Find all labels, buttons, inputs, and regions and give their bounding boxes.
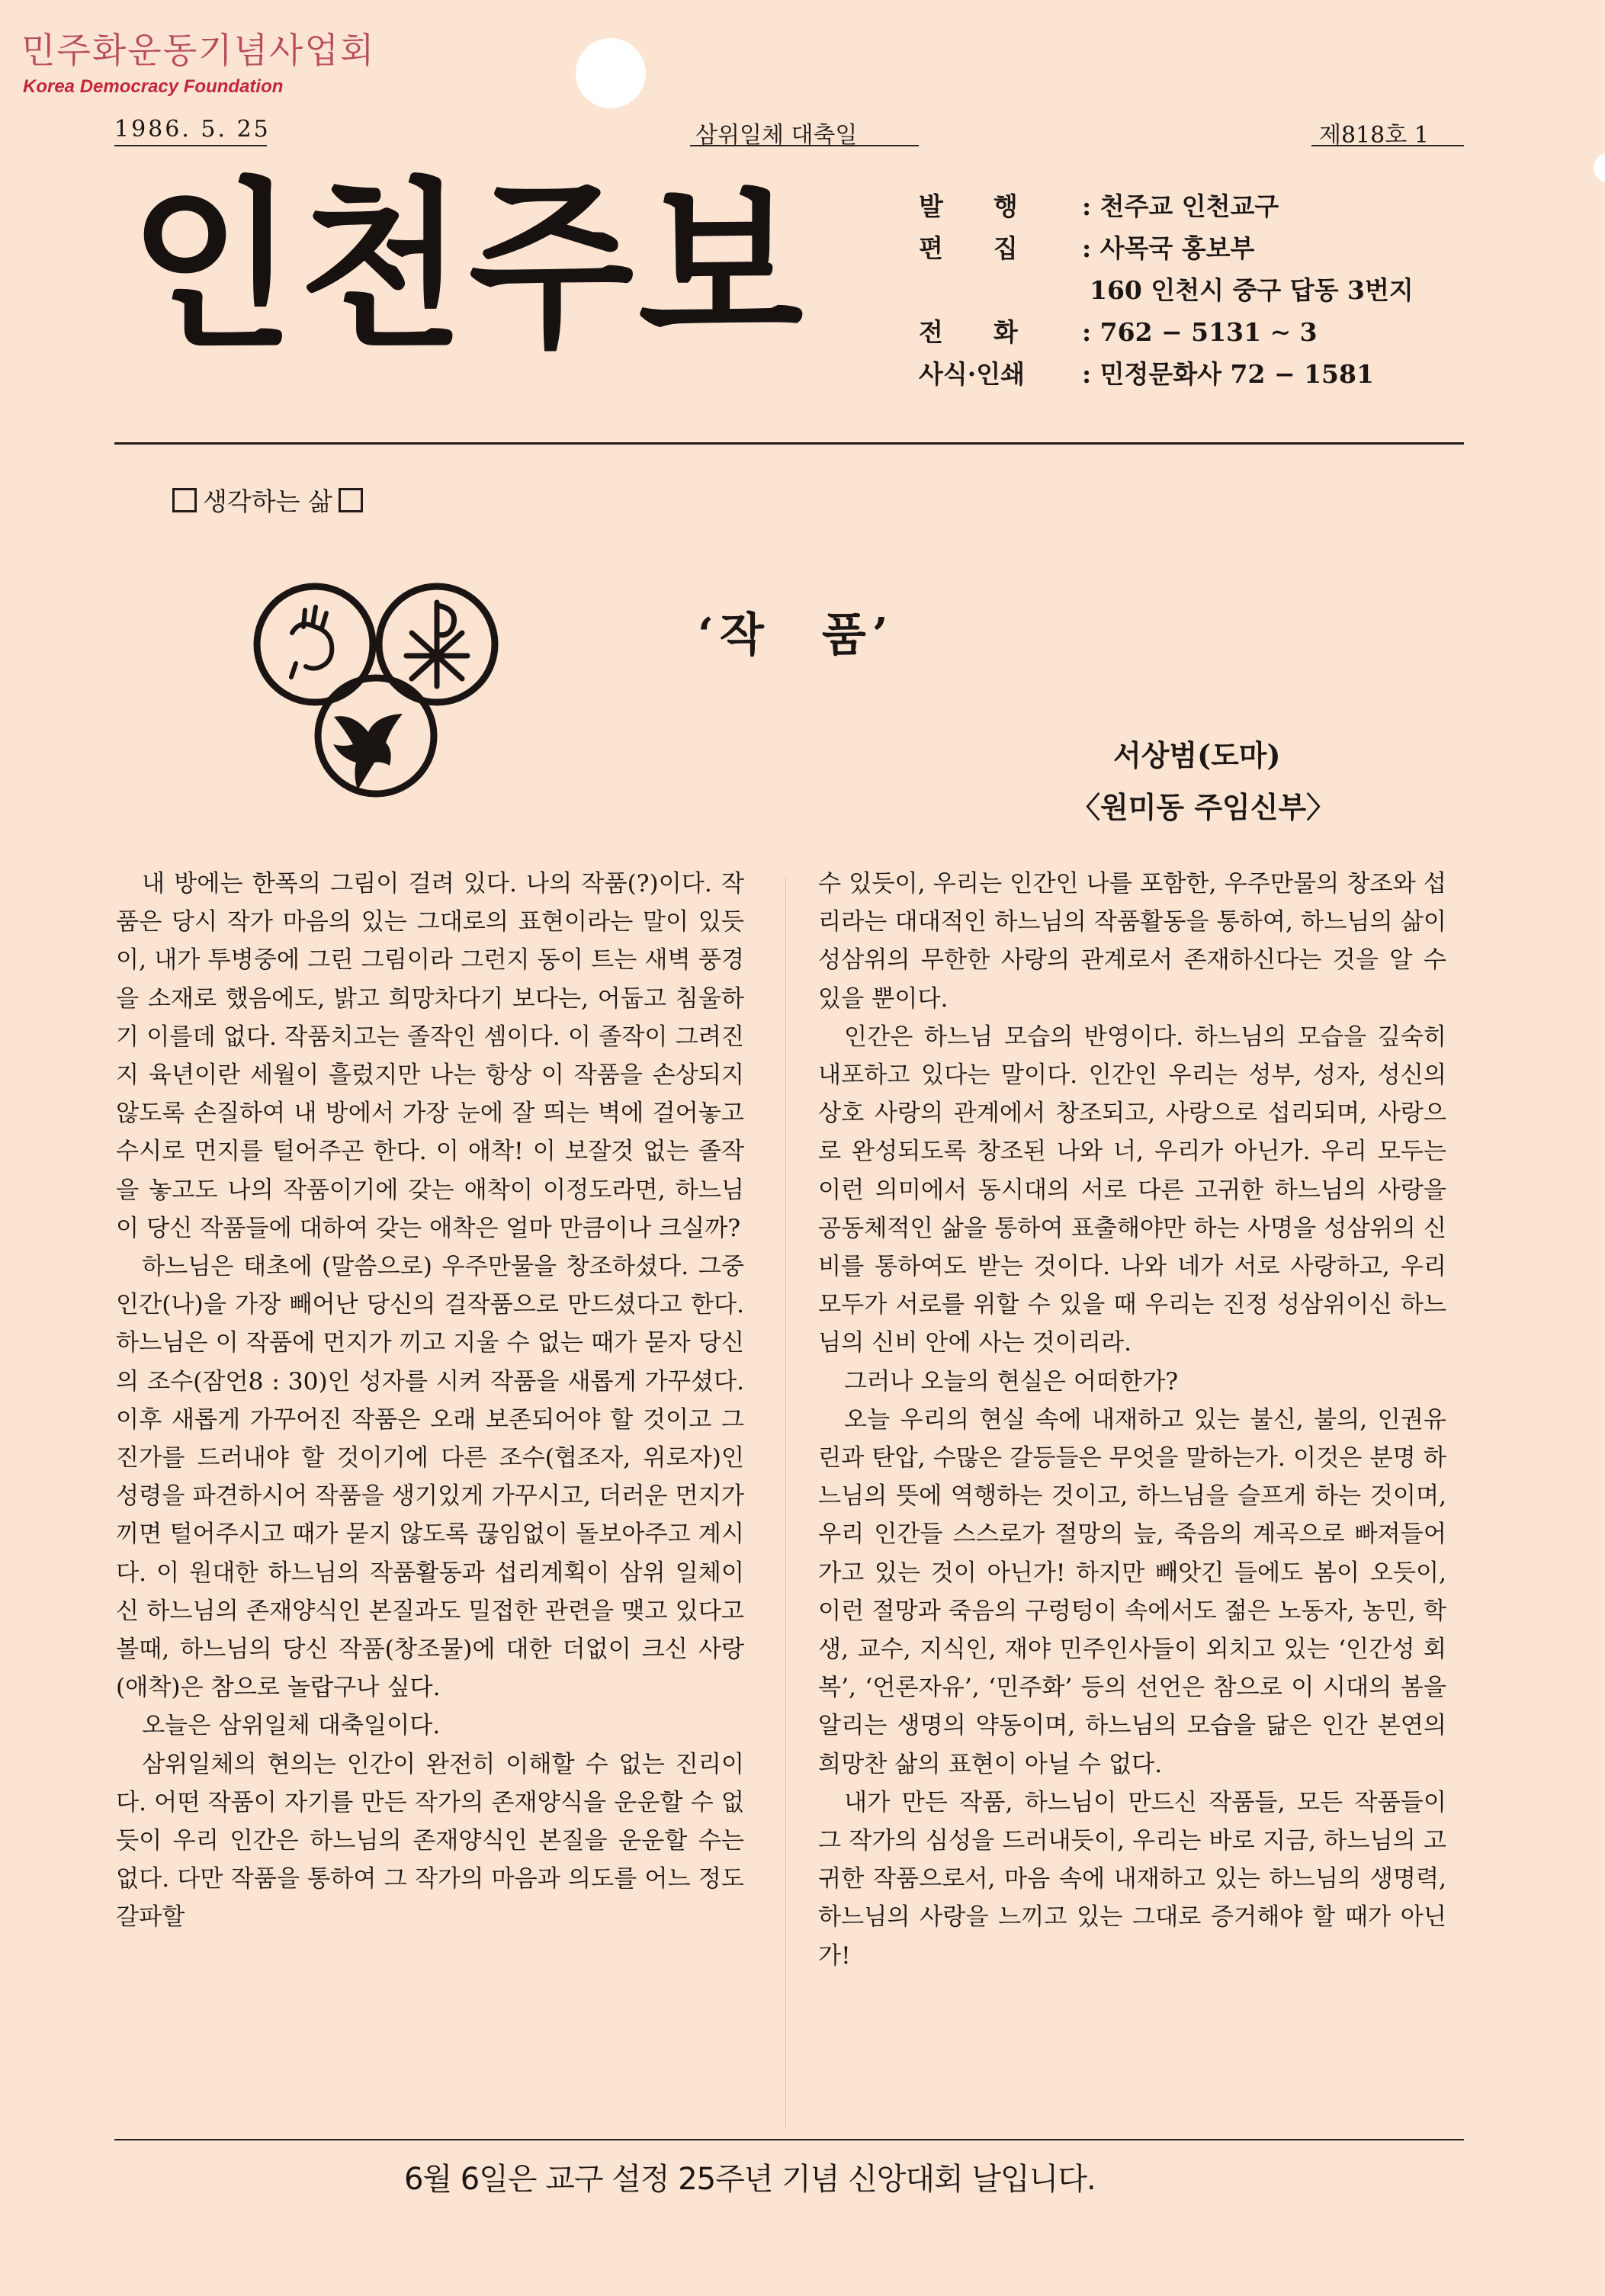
footer-notice: 6월 6일은 교구 설정 25주년 기념 신앙대회 날입니다.: [404, 2162, 1096, 2197]
hand-icon: [291, 607, 332, 677]
colophon-row: [919, 269, 1414, 311]
column-divider: [785, 877, 786, 2127]
column-label: [172, 482, 363, 518]
header-rule: [114, 145, 267, 146]
dove-icon: [333, 714, 403, 790]
colophon-key: 전 화: [919, 317, 1018, 347]
article-column-left: [116, 865, 744, 1937]
colophon-value: : 762 − 5131 ∼ 3: [1082, 317, 1318, 347]
paragraph: 오늘 우리의 현실 속에 내재하고 있는 불신, 불의, 인권유린과 탄압, 수많은 갈등들은 무엇을 말하는가. 이것은 분명 하느님의 뜻에 역행하는 것이고, 하느님을 슬프게 하는 것이며, 우리 인간들 스스로가 절망의 늪, 죽음의 계곡으로 빠져들어가고 있는 것이 아닌가! 하지만 빼앗긴 들에도 봄이 오듯이, 이런 절망과 죽음의 구렁텅이 속에서도 젊은 노동자, 농민, 학생, 교수, 지식인, 재야 민주인사들이 외치고 있는 ‘인간성 회복’, ‘언론자유’, ‘민주화’ 등의 선언은 참으로 이 시대의 봄을 알리는 생명의 약동이며, 하느님의 모습을 닮은 인간 본연의 희망찬 삶의 표현이 아닐 수 없다.: [818, 1405, 1446, 1778]
colophon-key: [919, 269, 1090, 311]
paragraph: 삼위일체의 현의는 인간이 완전히 이해할 수 없는 진리이다. 어떤 작품이 자기를 만든 작가의 존재양식을 운운할 수 없듯이 우리 인간은 하느님의 존재양식인 본질을 운운할 수는 없다. 다만 작품을 통하여 그 작가의 마음과 의도를 어느 정도 갈파할: [116, 1750, 745, 1932]
chi-rho-icon: [406, 602, 467, 686]
square-bracket-icon: [172, 488, 197, 512]
page-number: 1: [1414, 122, 1429, 149]
paragraph: 그러나 오늘의 현실은 어떠한가?: [844, 1367, 1179, 1395]
author-name: 서상범(도마): [1113, 738, 1281, 772]
colophon-row: [919, 185, 1414, 227]
paragraph: 하느님은 태초에 (말씀으로) 우주만물을 창조하셨다. 그중 인간(나)을 가장 빼어난 당신의 걸작품으로 만드셨다고 한다. 하느님은 이 작품에 먼지가 끼고 지울 수 없는 때가 묻자 당신의 조수(잠언8 : 30)인 성자를 시켜 작품을 새롭게 가꾸셨다. 이후 새롭게 가꾸어진 작품은 오래 보존되어야 할 것이고 그 진가를 드러내야 할 것이기에 다른 조수(협조자, 위로자)인 성령을 파견하시어 작품을 생기있게 가꾸시고, 더러운 먼지가 끼면 털어주시고 때가 묻지 않도록 끊임없이 돌보아주고 계시다. 이 원대한 하느님의 작품활동과 섭리계획이 삼위 일체이신 하느님의 존재양식인 본질과도 밀접한 관련을 맺고 있다고 볼때, 하느님의 당신 작품(창조물)에 대한 더없이 크신 사랑(애착)은 참으로 놀랍구나 싶다.: [116, 1253, 745, 1702]
punch-hole: [576, 38, 646, 108]
header-rule: [690, 145, 919, 146]
paragraph: 수 있듯이, 우리는 인간인 나를 포함한, 우주만물의 창조와 섭리라는 대대적인 하느님의 작품활동을 통하여, 하느님의 삶이 성삼위의 무한한 사랑의 관계로서 존재하신다는 것을 알 수 있을 뿐이다.: [818, 870, 1446, 1013]
colophon-key: 발 행: [919, 191, 1018, 221]
punch-hole: [1594, 153, 1605, 183]
colophon-value: : 민정문화사 72 − 1581: [1082, 359, 1374, 389]
colophon-row: [919, 353, 1414, 395]
issue-number-text: 제818호: [1319, 122, 1408, 149]
colophon-key: 사식·인쇄: [919, 359, 1026, 389]
colophon-value: : 사목국 홍보부: [1082, 233, 1255, 263]
archive-watermark-english: Korea Democracy Foundation: [23, 76, 284, 97]
paragraph: 오늘은 삼위일체 대축일이다.: [142, 1712, 441, 1740]
colophon-key: 편 집: [919, 233, 1018, 263]
header-rule: [1311, 145, 1464, 146]
paragraph: 내가 만든 작품, 하느님이 만드신 작품들, 모든 작품들이 그 작가의 심성을 드러내듯이, 우리는 바로 지금, 하느님의 고귀한 작품으로서, 마음 속에 내재하고 있는 하느님의 생명력, 하느님의 사랑을 느끼고 있는 그대로 증거해야 할 때가 아닌가!: [818, 1788, 1446, 1970]
footer-rule: [114, 2139, 1464, 2140]
colophon-value: : 천주교 인천교구: [1082, 191, 1279, 221]
square-bracket-icon: [339, 488, 363, 512]
feast-day: 삼위일체 대축일: [695, 122, 858, 149]
colophon: [919, 185, 1414, 395]
colophon-value: 160 인천시 중구 답동 3번지: [1090, 275, 1414, 305]
trinity-emblem-icon: [250, 580, 502, 808]
paragraph: 내 방에는 한폭의 그림이 걸려 있다. 나의 작품(?)이다. 작품은 당시 작가 마음의 있는 그대로의 표현이라는 말이 있듯이, 내가 투병중에 그린 그림이라 그런지 동이 트는 새벽 풍경을 소재로 했음에도, 밝고 희망차다기 보다는, 어둡고 침울하기 이를데 없다. 작품치고는 졸작인 셈이다. 이 졸작이 그려진지 육년이란 세월이 흘렀지만 나는 항상 이 작품을 손상되지 않도록 손질하여 내 방에서 가장 눈에 잘 띄는 벽에 걸어놓고 수시로 먼지를 털어주곤 한다. 이 애착! 이 보잘것 없는 졸작을 놓고도 나의 작품이기에 갖는 애착이 이정도라면, 하느님이 당신 작품들에 대하여 갖는 애착은 얼마 만큼이나 크실까?: [116, 870, 745, 1242]
column-label-text: 생각하는 삶: [203, 486, 332, 516]
article-title: ‘작 품’: [698, 609, 894, 662]
paragraph: 인간은 하느님 모습의 반영이다. 하느님의 모습을 깊숙히 내포하고 있다는 말이다. 인간인 우리는 성부, 성자, 성신의 상호 사랑의 관계에서 창조되고, 사랑으로 섭리되며, 사랑으로 완성되도록 창조된 나와 너, 우리가 아닌가. 우리 모두는 이런 의미에서 동시대의 서로 다른 고귀한 하느님의 사랑을 공동체적인 삶을 통하여 표출해야만 하는 사명을 성삼위의 신비를 통하여도 받는 것이다. 나와 네가 서로 사랑하고, 우리 모두가 서로를 위할 수 있을 때 우리는 진정 성삼위이신 하느님의 신비 안에 사는 것이리라.: [818, 1023, 1446, 1357]
issue-date: 1986. 5. 25: [114, 116, 271, 143]
colophon-row: [919, 311, 1414, 353]
archive-watermark-korean: 민주화운동기념사업회: [21, 30, 376, 71]
colophon-row: [919, 227, 1414, 269]
author-role: 〈원미동 주임신부〉: [1071, 790, 1336, 824]
article-column-right: [818, 865, 1446, 1975]
masthead-title: 인천주보: [130, 161, 808, 373]
masthead-rule: [114, 442, 1464, 445]
